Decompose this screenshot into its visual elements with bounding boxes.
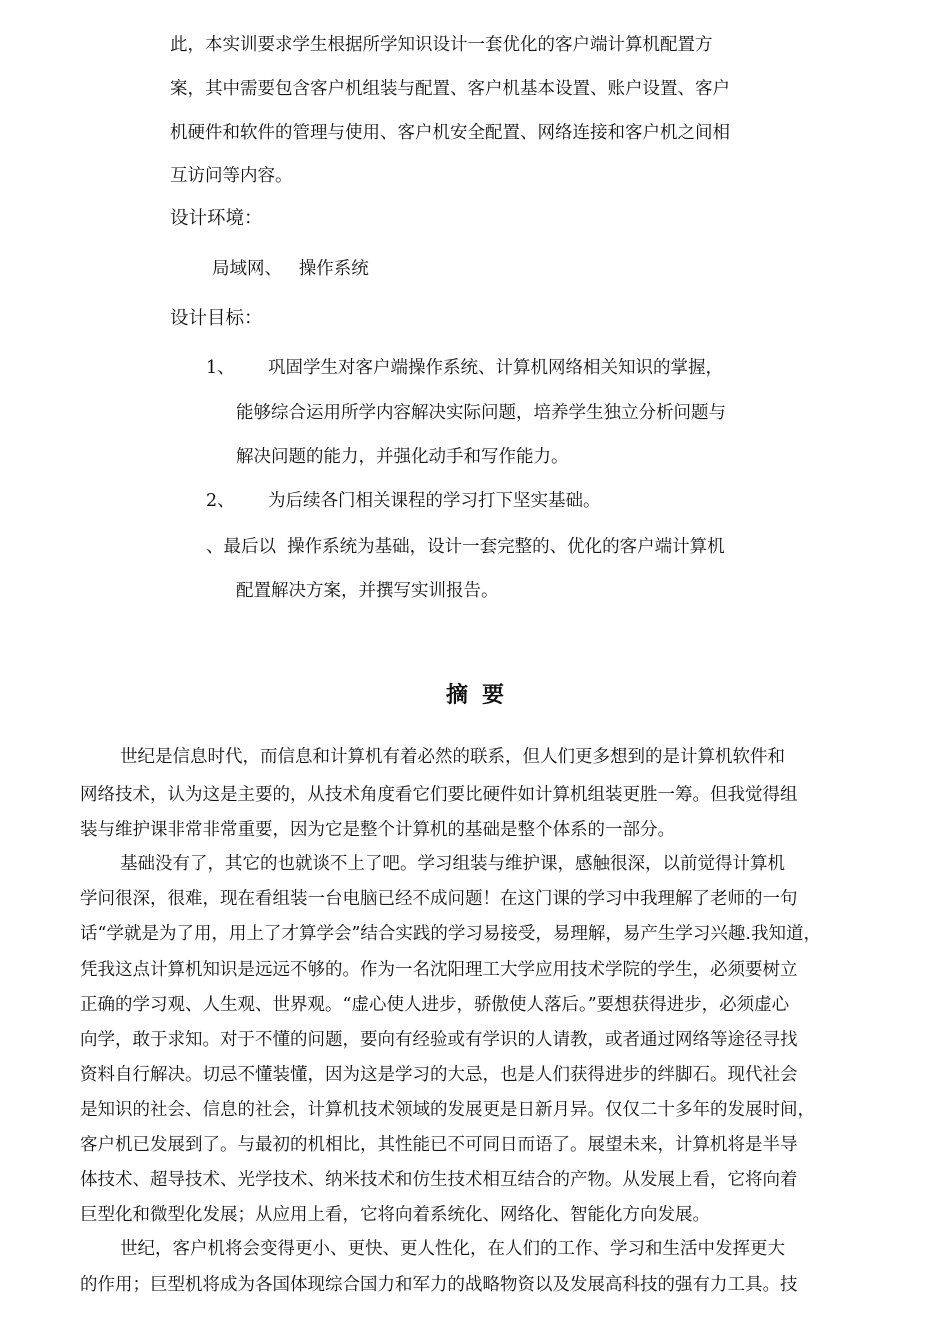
abstract-line: 学问很深，很难，现在看组装一台电脑已经不成问题！在这门课的学习中我理解了老师的一句 [80, 889, 798, 909]
goal-line: 为后续各门相关课程的学习打下坚实基础。 [268, 491, 601, 511]
intro-line: 机硬件和软件的管理与使用、客户机安全配置、网络连接和客户机之间相 [170, 123, 730, 143]
intro-line: 此，本实训要求学生根据所学知识设计一套优化的客户端计算机配置方 [170, 35, 713, 55]
intro-line: 案，其中需要包含客户机组装与配置、客户机基本设置、账户设置、客户 [170, 79, 730, 99]
goal-line: 能够综合运用所学内容解决实际问题，培养学生独立分析问题与 [236, 403, 726, 423]
goal-line: 解决问题的能力，并强化动手和写作能力。 [236, 447, 569, 467]
goal-final-line: 、最后以 操作系统为基础，设计一套完整的、优化的客户端计算机 [206, 537, 725, 557]
abstract-line: 客户机已发展到了。与最初的机相比，其性能已不可同日而语了。展望未来，计算机将是半导 [80, 1135, 798, 1155]
abstract-line: 网络技术，认为这是主要的，从技术角度看它们要比硬件如计算机组装更胜一筹。但我觉得组 [80, 785, 798, 805]
abstract-line: 话“学就是为了用，用上了才算学会”结合实践的学习易接受，易理解，易产生学习兴趣.我知道， [80, 924, 821, 944]
abstract-line: 资料自行解决。切忌不懂装懂，因为这是学习的大忌，也是人们获得进步的绊脚石。现代社会 [80, 1065, 798, 1085]
abstract-line: 的作用；巨型机将成为各国体现综合国力和军力的战略物资以及发展高科技的强有力工具。技 [80, 1275, 798, 1295]
abstract-line: 装与维护课非常非常重要，因为它是整个计算机的基础是整个体系的一部分。 [80, 820, 675, 840]
intro-line: 互访问等内容。 [170, 166, 293, 186]
abstract-line: 世纪，客户机将会变得更小、更快、更人性化，在人们的工作、学习和生活中发挥更大 [120, 1239, 785, 1259]
goal-number: 1、 [206, 358, 235, 378]
goal-number: 2、 [206, 491, 235, 511]
environment-heading: 设计环境： [170, 208, 263, 229]
abstract-line: 正确的学习观、人生观、世界观。“虚心使人进步，骄傲使人落后。”要想获得进步，必须虚心 [80, 995, 790, 1015]
goals-heading: 设计目标： [170, 308, 263, 329]
abstract-line: 向学，敢于求知。对于不懂的问题，要向有经验或有学识的人请教，或者通过网络等途径寻找 [80, 1030, 798, 1050]
abstract-line: 世纪是信息时代，而信息和计算机有着必然的联系，但人们更多想到的是计算机软件和 [120, 747, 785, 767]
abstract-line: 是知识的社会、信息的社会，计算机技术领域的发展更是日新月异。仅仅二十多年的发展时间， [80, 1100, 815, 1120]
goal-line: 巩固学生对客户端操作系统、计算机网络相关知识的掌握， [268, 358, 723, 378]
abstract-line: 体技术、超导技术、光学技术、纳米技术和仿生技术相互结合的产物。从发展上看，它将向着 [80, 1170, 798, 1190]
environment-content: 局域网、 操作系统 [212, 259, 369, 279]
abstract-line: 巨型化和微型化发展；从应用上看，它将向着系统化、网络化、智能化方向发展。 [80, 1205, 710, 1225]
abstract-line: 凭我这点计算机知识是远远不够的。作为一名沈阳理工大学应用技术学院的学生，必须要树立 [80, 960, 798, 980]
abstract-title: 摘要 [445, 683, 518, 708]
goal-final-line: 配置解决方案，并撰写实训报告。 [236, 581, 499, 601]
abstract-line: 基础没有了，其它的也就谈不上了吧。学习组装与维护课，感触很深，以前觉得计算机 [120, 854, 785, 874]
